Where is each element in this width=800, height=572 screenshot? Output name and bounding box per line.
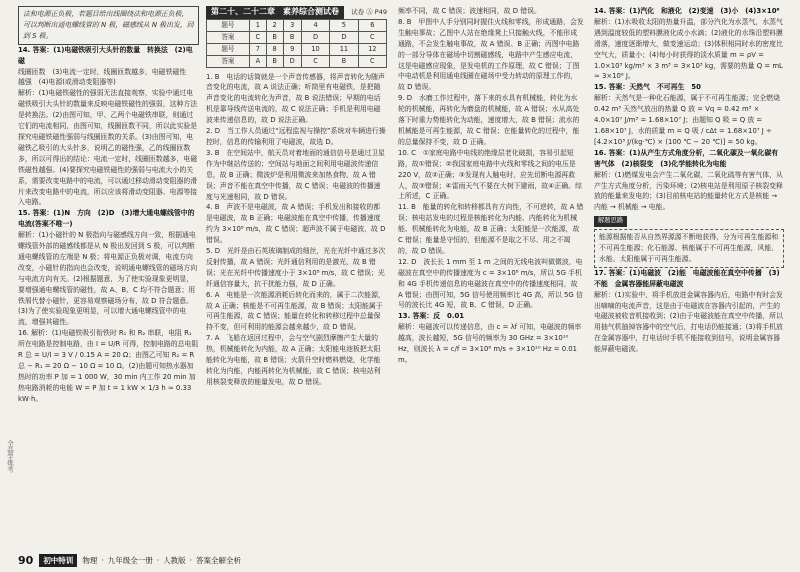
col4-para-6: 17. 答案：(1)电磁波 (2)能 电磁波能在真空中传播 (3)不能 金属容器能屏蔽电磁波 [594,268,780,288]
table-cell: A [249,55,266,67]
col4-para-2: 15. 答案：天然气 不可再生 50 [594,83,701,92]
answer-key-row [207,43,387,55]
table-cell: B [283,31,301,43]
table-cell: 2 [266,19,283,31]
separator: · [101,555,104,565]
note-box: 法和电源正负极，若题目给出线圈绕法和电源正负极，可以判断出通电螺线管的 N 极，磁感线从 N 极出发，回到 S 极。 [18,6,199,45]
table-cell: B [266,55,283,67]
table-cell: D [301,31,329,43]
col2-para-6: 7. A 飞船在返回过程中，会与空气剧烈摩擦产生大量的热，机械能转化为内能，故 A 正确；太阳能电池板把太阳能转化为电能，故 B 错误；火箭升空时燃料燃烧，化学能转化为内能，内能再转化为机械能，故 C 错误；核电站利用核裂变释放的能量发电，故 D 错误。 [206,334,381,386]
col2-para-4: 5. D 光纤是由石英玻璃制成的细丝，光在光纤中通过多次反射传播，故 A 错误；光纤通信利用的是激光，故 B 错误；光在光纤中传播速度小于 3×10⁸ m/s，故 C 错误；光纤通信容量大，抗干扰能力强，故 D 正确。 [206,247,386,288]
table-cell: 3 [283,19,301,31]
edition-label: 人教版 [163,555,186,565]
col3-para-2: 9. D 水磨工作过程中，落下来的水具有机械能，转化为水轮的机械能，再转化为磨盘的机械能，故 A 错误；水从高处落下时重力势能转化为动能，速度增大，故 B 错误；流水的机械能是可再生能源，故 C 错误；在能量转化的过程中，能的总量保持不变，故 D 正确。 [398,94,580,146]
col3-para-7: 解析：电磁波可以传递信息，由 c = λf 可知，电磁波的频率越高，波长越短，5G 信号的频率为 30 GHz = 3×10¹⁰ Hz，则波长 λ = c/f = 3×10⁸ m/s ÷ 3×10¹⁰ Hz = 0.01 m。 [398,323,582,364]
col1-para-6: 16. 解析：(1)电磁铁吸引衔铁时 R₁ 和 R₂ 串联，电阻 R₁ 所在电路是控制电路，由 I = U/R 可得，控制电路的总电阻 R 总 = U/I = 3 V / 0.15 A = 20 Ω；由图乙可知 R₂ = R 总 − R₁ = 20 Ω − 10 Ω = 10 Ω。(2)由题可知热水器加热时的功率 P 加 = 1 000 W，30 min 内工作 20 min 加热电路消耗的电能 W = P 加 t = 1 kW × 1/3 h ≈ 0.33 kW·h。 [18,329,199,403]
brand-label: 初中特训 [39,554,77,567]
col3-para-6: 13. 答案：反 0.01 [398,312,465,321]
col1-para-5: 解析：(1)小磁针的 N 极指向与磁感线方向一致，根据通电螺线管外部的磁感线都是从 N 极出发回到 S 极，可以判断通电螺线管的左端是 N 极；将电源正负极对调，电流方向改变，小磁针的指向也会改变，说明通电螺线管的磁场方向与电流方向有关。(2)根据题意，为了使实验现象更明显，要增强通电螺线管的磁性，故 A、B、C 均不符合题意；用铁屑代替小磁针，更容易观察磁场分布，故 D 符合题意。(3)为了使实验现象更明显，可以增大通电螺线管中的电流，增强其磁性。 [18,231,198,327]
table-cell: 9 [283,43,301,55]
row-label: 题号 [207,43,250,55]
chapter-extra: 试卷 Ⓐ P49 [351,8,387,16]
col3-para-0: 频率不同，故 C 错误；波速相同，故 D 错误。 [398,7,541,15]
col2-para-3: 4. B 声波不是电磁波，故 A 错误；手机发出和接收的都是电磁波，故 B 正确；电磁波能在真空中传播，传播速度约为 3×10⁸ m/s，故 C 错误；超声波不属于电磁波，故 D 错误。 [206,203,386,245]
answer-key-row [207,19,387,31]
answer-key-row [207,55,387,67]
separator: · [189,555,192,565]
analysis-box: 能源根据能否从自然界源源不断地获得，分为可再生能源和不可再生能源；化石能源、核能属于不可再生能源，风能、水能、太阳能属于可再生能源。 [594,229,784,268]
analysis-tag: 解题思路 [594,216,627,227]
col1-para-1: 线圈匝数 (3)电流一定时，线圈匝数越多，电磁铁磁性 [18,67,187,76]
col2-para-2: 3. B 在空间站中，航天员对着地面的通信信号是通过卫星作为中继站传送的；空间站与地面之间利用电磁波传递信息，故 B 正确；微波炉是利用微波来加热食物，故 A 错误；声音不能在真空中传播，故 C 错误；电磁波的传播速度与光速相同，故 D 错误。 [206,148,385,201]
col4-para-7: 解析：(1)实验中，将手机放进金属容器内后，电路中有时会发出嘀嘀的电流声音，这是由于电磁波在容器内引起的，产生的电磁波被收音机接收到；(2)由于电磁波能在真空中传播，所以用抽气机抽掉容器中的空气后，打电话仍能接通；(3)将手机放在金属容器中，打电话时手机不能接收到信号，说明金属容器能屏蔽电磁波。 [594,290,783,354]
table-cell: B [266,31,283,43]
table-cell: 11 [330,43,358,55]
chapter-title: 第二十、二十二章 素养综合测试卷 [206,6,344,19]
col1-para-2: 越强 (4)电源(或滑动变阻器等) [18,78,116,87]
col1-para-0: 14. 答案：(1)电磁铁吸引大头针的数量 转换法 (2)电磁 [18,45,193,65]
table-cell: B [330,55,358,67]
table-cell: C [301,55,329,67]
col4-para-0: 14. 答案：(1)汽化 和液化 (2)变速 (3)小 (4)3×10⁶ [594,7,780,15]
table-cell: 8 [266,43,283,55]
table-cell: D [283,55,301,67]
table-cell: 5 [330,19,358,31]
column-3 [398,6,584,554]
table-cell: 1 [249,19,266,31]
subject-label: 物理 [82,555,98,565]
col2-para-1: 2. D 当工作人员通过“远程监视与操控”系统对车辆进行操控时，信息的传输利用了电磁波，故选 D。 [206,127,386,146]
page-footer [18,553,241,567]
col4-para-5: 解析：(1)燃煤发电会产生二氧化碳、二氧化硫等有害气体，从产生方式角度分析，污染环境；(2)核电站是利用原子核裂变释放的能量来发电的；(3)目前核电站的能量转化方式是核能 → 内能 → 机械能 → 电能。 [594,170,783,212]
col3-para-1: 8. B 甲图中人手分别同时握住火线和零线，形成通路，会发生触电事故；乙图中人站在绝缘凳上只接触火线，不能形成通路，不会发生触电事故，故 A 错误、B 正确；丙图中电路的一部分导体在磁场中切割磁感线，电路中产生感应电流，这是电磁感应现象，是发电机的工作原理，故 C 错误；丁图中电动机是利用通电线圈在磁场中受力转动的原理工作的，故 D 错误。 [398,17,584,92]
column-2 [206,6,387,554]
table-cell: C [249,31,266,43]
table-cell: 12 [358,43,386,55]
table-cell: 7 [249,43,266,55]
row-label: 题号 [207,19,250,31]
col4-para-1: 解析：(1)水吸收太阳的热量升温，部分汽化为水蒸气，水蒸气遇到温度较低的塑料膜液化成小水滴；(2)液化的水珠沿塑料膜滑落，速度逐渐增大，做变速运动；(3)体积相同时水的密度比空气大，质量小；(4)每小时获得的淡水质量 m = ρV = 1.0×10³ kg/m³ × 3 m³ = 3×10³ kg，需要的热量 Q = mL ≈ 3×10⁶ J。 [594,17,783,81]
col1-para-4: 15. 答案：(1)N 方向 (2)D (3)增大通电螺线管中的电流(答案不唯一) [18,209,195,229]
table-cell: D [330,31,358,43]
row-label: 答案 [207,31,250,43]
table-cell: 4 [301,19,329,31]
col3-para-4: 11. B 能量的转化和转移都具有方向性，不可逆转，故 A 错误；核电站发电的过程是核能转化为内能、内能转化为机械能、机械能转化为电能，故 B 正确；太阳能是一次能源，故 C 错误；能量是守恒的，但能源不是取之不尽、用之不竭的，故 D 错误。 [398,203,584,255]
col3-para-3: 10. C ①家庭电路中电线的绝缘层老化破损，容易引起短路，故①错误；②我国家庭电路中火线和零线之间的电压是 220 V，故②正确；③发现有人触电时，应先切断电源再救人，故③错误；④雷雨天气不要在大树下避雨，故④正确。综上所述，C 正确。 [398,148,582,201]
table-cell: 10 [301,43,329,55]
answer-key-table [206,19,387,68]
answer-key-row [207,31,387,43]
col1-para-3: 解析：(1)电磁铁磁性的强弱无法直接观察，实验中通过电磁铁吸引大头针的数量来反映电磁铁磁性的强弱，这种方法是转换法。(2)由图可知，甲、乙两个电磁铁串联，则通过它们的电流相同，由图可知，线圈匝数不同，所以此实验是探究电磁铁磁性强弱与线圈匝数的关系。(3)由图可知，电磁铁乙吸引的大头针多，说明乙的磁性强，乙的线圈匝数多，所以可得出的结论：电流一定时，线圈匝数越多，电磁铁磁性越强。(4)要探究电磁铁磁性的强弱与电流大小的关系，需要改变电路中的电流，可以通过移动滑动变阻器的滑片来改变电路中的电流，所以应该将滑动变阻器、电源等接入电路。 [18,89,198,207]
separator: · [156,555,160,565]
col3-para-5: 12. D 波长长 1 mm 至 1 m 之间的无线电波叫做微波，电磁波在真空中的传播速度为 c = 3×10⁸ m/s，所以 5G 手机和 4G 手机传递信息的电磁波在真空中的传播速度相同，故 A 错误；由图可知，5G 信号使用频率比 4G 高，所以 5G 信号的波长比 4G 短，故 B、C 错误，D 正确。 [398,257,583,310]
table-cell: 6 [358,19,386,31]
table-cell: C [358,31,386,43]
grade-label: 九年级全一册 [107,555,153,565]
col4-para-3: 解析：天然气是一种化石能源，属于不可再生能源；完全燃烧 0.42 m³ 天然气放出的热量 Q 放 = Vq = 0.42 m³ × 4.0×10⁷ J/m³ = 1.68×10⁷ J；由题知 Q 吸 = Q 放 = 1.68×10⁷ J，水的质量 m = Q 吸 / cΔt = 1.68×10⁷ J ÷ [4.2×10³ J/(kg·℃) × (100 ℃ − 20 ℃)] = 50 kg。 [594,94,781,146]
column-4 [594,6,784,554]
table-cell: C [358,55,386,67]
column-1 [18,6,199,554]
section-label: 答案全解全析 [195,555,241,565]
col2-para-5: 6. A 电能是一次能源消耗后转化而来的，属于二次能源，故 A 正确；核能是不可再生能源，故 B 错误；太阳能属于可再生能源，故 C 错误；能量在转化和转移过程中总量保持不变，但可利用的能源会越来越少，故 D 错误。 [206,290,385,332]
chapter-header [206,6,387,19]
row-label: 答案 [207,55,250,67]
col4-para-4: 16. 答案：(1)从产生方式角度分析，二氧化碳及一氧化碳有害气体 (2)核裂变 (3)化学能转化为电能 [594,148,779,168]
col2-para-0: 1. B 电话的话筒就是一个声音传感器，将声音转化为随声音变化的电流，故 A 说法正确；听筒里有电磁铁，是把随声音变化的电流转化为声音，故 B 说法错误；早期的电话机是靠导线传送电流的，故 C 说法正确；手机是利用电磁波来传递信息的，故 D 说法正确。 [206,72,385,125]
page-number: 90 [18,553,34,567]
side-watermark-text: 全品学练考 [6,440,14,473]
